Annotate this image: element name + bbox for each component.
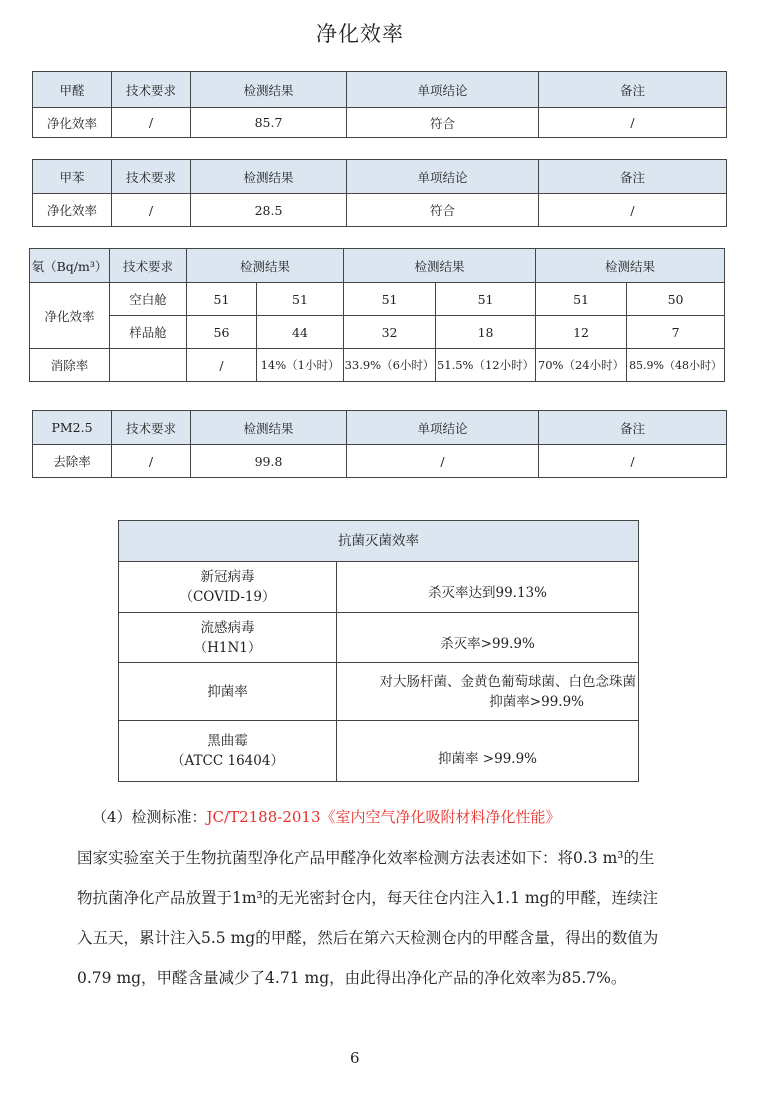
table-cell — [119, 613, 337, 663]
table-cell — [337, 663, 639, 721]
table-header-cell: 单项结论 — [347, 160, 539, 194]
table-cell: 56 — [187, 316, 257, 349]
antibacterial-table — [118, 520, 639, 782]
table-cell: 12 — [536, 316, 627, 349]
pm25-table — [32, 410, 727, 478]
table-cell: 符合 — [347, 108, 539, 138]
table-cell: 51.5%（12小时） — [436, 349, 536, 382]
table-header-cell: 备注 — [539, 160, 727, 194]
item-name: 流感病毒 — [200, 619, 255, 636]
item-sub: （COVID-19） — [179, 589, 276, 605]
table-header-cell: 检测结果 — [191, 411, 347, 445]
table-cell — [337, 721, 639, 782]
table-cell: / — [539, 445, 727, 478]
antibacterial-title: 抗菌灭菌效率 — [119, 521, 639, 562]
item-result: 对大肠杆菌、金黄色葡萄球菌、白色念珠菌 — [379, 673, 636, 690]
item-sub: （H1N1） — [193, 639, 262, 656]
table-header-cell: 备注 — [539, 411, 727, 445]
method-paragraph — [77, 838, 717, 998]
table-header-cell: 检测结果 — [344, 249, 536, 283]
table-header-cell: PM2.5 — [33, 411, 112, 445]
table-cell: 51 — [536, 283, 627, 316]
table-cell: / — [347, 445, 539, 478]
item-name: 抑菌率 — [207, 683, 248, 700]
table-cell: 去除率 — [33, 445, 112, 478]
table-header-cell: 检测结果 — [191, 160, 347, 194]
item-result: 杀灭率>99.9% — [440, 635, 535, 652]
table-cell: 70%（24小时） — [536, 349, 627, 382]
table-header-cell: 技术要求 — [112, 411, 191, 445]
table-cell: / — [187, 349, 257, 382]
table-cell: / — [112, 108, 191, 138]
page-number: 6 — [350, 1049, 360, 1067]
item-result-2: 抑菌率>99.9% — [489, 693, 584, 710]
table-cell: 44 — [257, 316, 344, 349]
table-header-cell: 技术要求 — [112, 72, 191, 108]
table-cell: 50 — [627, 283, 725, 316]
table-header-cell: 技术要求 — [112, 160, 191, 194]
table-cell: 净化效率 — [30, 283, 110, 349]
table-cell: 51 — [436, 283, 536, 316]
table-header-cell: 检测结果 — [187, 249, 344, 283]
paragraph-line: 0.79 mg，甲醛含量减少了4.71 mg，由此得出净化产品的净化效率为85.7%。 — [77, 969, 627, 987]
table-header-cell: 单项结论 — [347, 411, 539, 445]
item-sub: （ATCC 16404） — [171, 753, 284, 769]
table-cell: 消除率 — [30, 349, 110, 382]
table-cell: / — [112, 445, 191, 478]
item-name: 黑曲霉 — [207, 733, 248, 749]
table-cell: 样品舱 — [110, 316, 187, 349]
table-cell — [337, 613, 639, 663]
standard-prefix: （4）检测标准： — [92, 808, 207, 826]
table-cell: 32 — [344, 316, 436, 349]
table-cell: 7 — [627, 316, 725, 349]
page-title: 净化效率 — [316, 22, 404, 46]
table-cell: 85.7 — [191, 108, 347, 138]
table-header-cell: 检测结果 — [191, 72, 347, 108]
table-header-cell: 单项结论 — [347, 72, 539, 108]
table-cell: 空白舱 — [110, 283, 187, 316]
table-header-cell: 甲苯 — [33, 160, 112, 194]
table-cell — [119, 663, 337, 721]
table-cell — [337, 562, 639, 613]
table-cell: 14%（1小时） — [257, 349, 344, 382]
table-header-cell: 检测结果 — [536, 249, 725, 283]
table-cell: 28.5 — [191, 194, 347, 227]
table-cell: 85.9%（48小时） — [627, 349, 725, 382]
table-cell: 净化效率 — [33, 194, 112, 227]
item-result: 抑菌率 >99.9% — [438, 751, 537, 767]
radon-table — [29, 248, 725, 382]
test-standard — [92, 806, 561, 827]
table-cell: 33.9%（6小时） — [344, 349, 436, 382]
item-name: 新冠病毒 — [200, 569, 255, 585]
table-cell: 符合 — [347, 194, 539, 227]
table-cell: 51 — [187, 283, 257, 316]
paragraph-line: 物抗菌净化产品放置于1m³的无光密封仓内，每天往仓内注入1.1 mg的甲醛，连续注 — [77, 889, 658, 907]
item-result: 杀灭率达到99.13% — [428, 585, 547, 601]
table-cell — [119, 562, 337, 613]
table-cell — [119, 721, 337, 782]
paragraph-line: 国家实验室关于生物抗菌型净化产品甲醛净化效率检测方法表述如下：将0.3 m³的生 — [77, 849, 655, 867]
table-header-cell: 甲醛 — [33, 72, 112, 108]
table-cell: / — [112, 194, 191, 227]
table-cell: 净化效率 — [33, 108, 112, 138]
table-cell: / — [539, 108, 727, 138]
table-cell: 18 — [436, 316, 536, 349]
standard-name: JC/T2188-2013《室内空气净化吸附材料净化性能》 — [206, 808, 561, 826]
table-cell: 99.8 — [191, 445, 347, 478]
table-cell: / — [539, 194, 727, 227]
table-cell: 51 — [257, 283, 344, 316]
table-cell: 51 — [344, 283, 436, 316]
table-header-cell: 备注 — [539, 72, 727, 108]
table-header-cell: 氡（Bq/m³） — [30, 249, 110, 283]
toluene-table — [32, 159, 727, 227]
table-cell — [110, 349, 187, 382]
table-header-cell: 技术要求 — [110, 249, 187, 283]
paragraph-line: 入五天，累计注入5.5 mg的甲醛，然后在第六天检测仓内的甲醛含量，得出的数值为 — [77, 929, 659, 947]
formaldehyde-table — [32, 71, 727, 138]
